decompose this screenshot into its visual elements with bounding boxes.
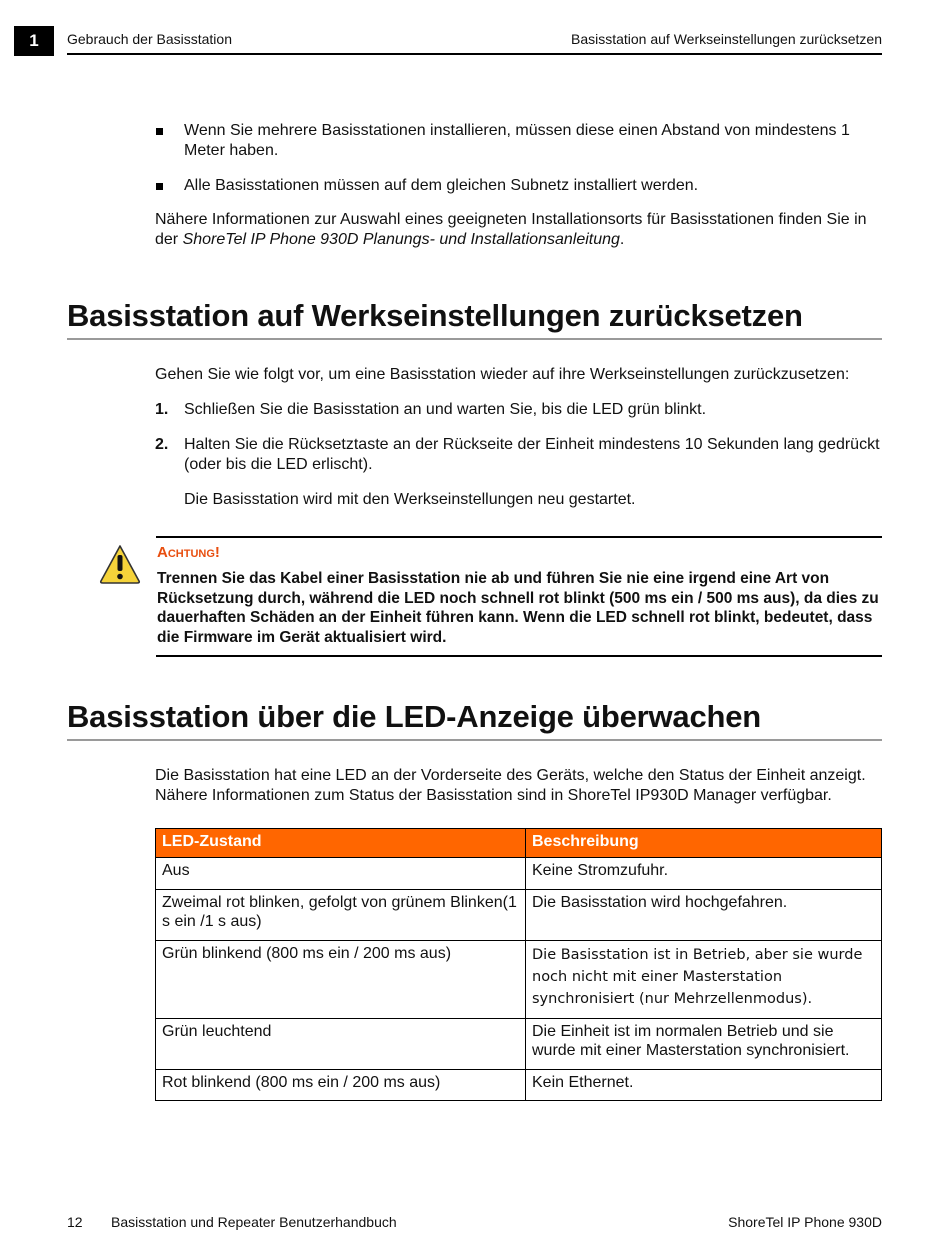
section-heading-led: Basisstation über die LED-Anzeige überwachen: [67, 699, 882, 741]
cell-description: Die Einheit ist im normalen Betrieb und sie wurde mit einer Masterstation synchronisiert.: [526, 1018, 882, 1069]
cell-led-state: Grün leuchtend: [156, 1018, 526, 1069]
footer-doc-title: Basisstation und Repeater Benutzerhandbuch: [111, 1214, 397, 1230]
cell-led-state: Zweimal rot blinken, gefolgt von grünem Blinken(1 s ein /1 s aus): [156, 889, 526, 940]
info-prefix: Nähere Informationen zur Auswahl eines geeigneten Installationsorts für Basisstationen finden Sie in der: [155, 211, 867, 248]
column-header-led-state: LED-Zustand: [156, 829, 526, 858]
table-row: [156, 940, 882, 1018]
reset-lead: Gehen Sie wie folgt vor, um eine Basisstation wieder auf ihre Werkseinstellungen zurückzusetzen:: [155, 366, 850, 383]
step-number: 1.: [155, 401, 169, 418]
bullet-text: Wenn Sie mehrere Basisstationen installieren, müssen diese einen Abstand von mindestens 1 Meter haben.: [184, 122, 850, 159]
caution-title: ACHTUNG!: [157, 544, 220, 561]
bullet-item: [155, 121, 883, 161]
warning-triangle-icon: [98, 543, 142, 585]
chapter-number-box: 1: [14, 26, 54, 56]
info-suffix: .: [619, 231, 625, 248]
cell-description: Die Basisstation wird hochgefahren.: [526, 889, 882, 940]
cell-description: Keine Stromzufuhr.: [526, 858, 882, 890]
cell-led-state: Grün blinkend (800 ms ein / 200 ms aus): [156, 940, 526, 1018]
bullet-square: [156, 128, 163, 135]
step-item: [155, 435, 883, 475]
table-row: [156, 889, 882, 940]
table-row: [156, 1018, 882, 1069]
footer-product: ShoreTel IP Phone 930D: [728, 1214, 882, 1230]
step-note: [155, 490, 883, 510]
cell-description: Die Basisstation ist in Betrieb, aber sie wurde noch nicht mit einer Masterstation synchronisiert (nur Mehrzellenmodus).: [526, 940, 882, 1018]
cell-led-state: Aus: [156, 858, 526, 890]
install-info-paragraph: [155, 210, 883, 250]
intro-bullet-list: [155, 121, 883, 250]
footer-page-number: 12: [67, 1214, 83, 1230]
bullet-item: [155, 176, 883, 196]
guide-title-link: ShoreTel IP Phone 930D Planungs- und Installationsanleitung: [182, 231, 620, 248]
step-text: Schließen Sie die Basisstation an und warten Sie, bis die LED grün blinkt.: [184, 401, 707, 418]
bullet-text: Alle Basisstationen müssen auf dem gleichen Subnetz installiert werden.: [184, 177, 699, 194]
cell-led-state: Rot blinkend (800 ms ein / 200 ms aus): [156, 1069, 526, 1101]
running-header-section: Basisstation auf Werkseinstellungen zurücksetzen: [570, 31, 882, 47]
led-lead: Die Basisstation hat eine LED an der Vorderseite des Geräts, welche den Status der Einheit anzeigt. Nähere Informationen zum Status der Basisstation sind in ShoreTel IP930D Manager verfügbar.: [155, 767, 866, 804]
table-row: [156, 858, 882, 890]
header-rule: [67, 53, 882, 55]
step-number: 2.: [155, 436, 169, 453]
step-note-text: Die Basisstation wird mit den Werkseinstellungen neu gestartet.: [184, 491, 636, 508]
led-status-table: [155, 828, 882, 1101]
section-heading-reset: Basisstation auf Werkseinstellungen zurücksetzen: [67, 298, 882, 340]
bullet-square: [156, 183, 163, 190]
step-text: Halten Sie die Rücksetztaste an der Rückseite der Einheit mindestens 10 Sekunden lang gedrückt (oder bis die LED erlischt).: [184, 436, 880, 473]
reset-instructions: [155, 365, 883, 510]
step-item: [155, 400, 883, 420]
running-header-chapter: Gebrauch der Basisstation: [67, 31, 232, 47]
caution-text: Trennen Sie das Kabel einer Basisstation nie ab und führen Sie nie eine irgend eine Art von Rücksetzung durch, während die LED noch schnell rot blinkt (500 ms ein / 500 ms aus), da dies zu dauerhaften Schäden an der Einheit führen kann. Wenn die LED schnell rot blinkt, bedeutet, dass die Firmware im Gerät aktualisiert wird.: [157, 570, 879, 646]
column-header-description: Beschreibung: [526, 829, 882, 858]
table-row: [156, 1069, 882, 1101]
table-header-row: [156, 829, 882, 858]
cell-description: Kein Ethernet.: [526, 1069, 882, 1101]
caution-box: [156, 536, 882, 657]
